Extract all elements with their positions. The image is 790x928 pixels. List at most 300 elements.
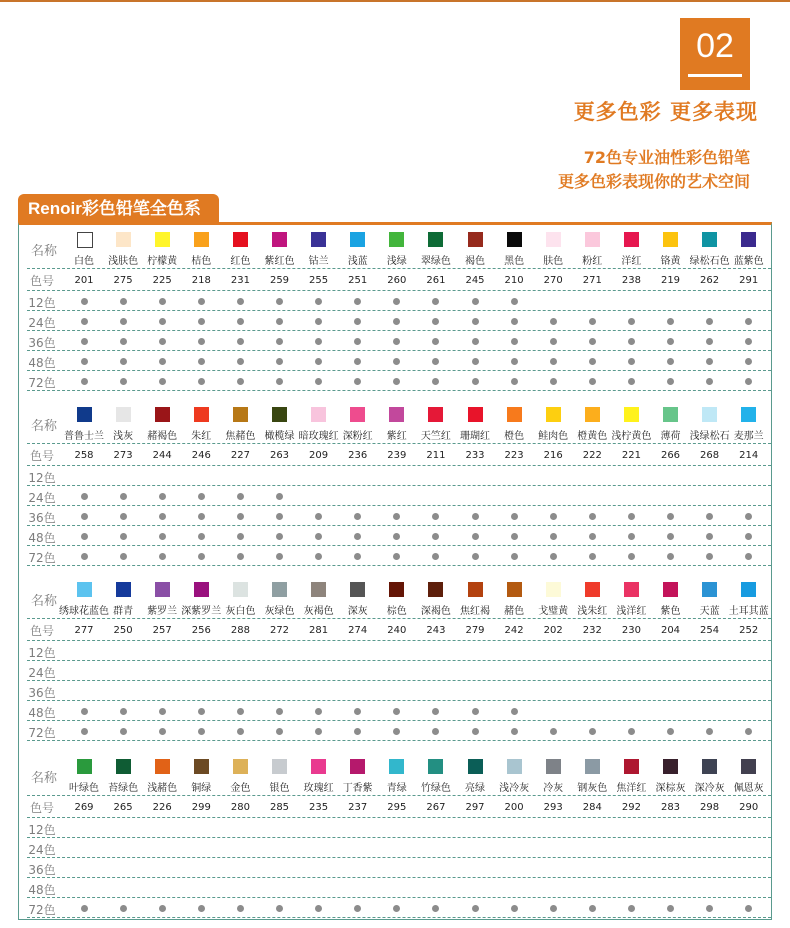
color-name: 紫色 bbox=[660, 606, 681, 617]
color-code: 239 bbox=[387, 450, 407, 461]
color-code: 279 bbox=[465, 625, 485, 636]
name-row-label: 名称 bbox=[30, 771, 57, 786]
color-swatch bbox=[194, 407, 209, 422]
color-swatch bbox=[702, 232, 717, 247]
color-swatch bbox=[233, 232, 248, 247]
set-row-label: 12色 bbox=[28, 823, 56, 837]
color-name: 浅洋红 bbox=[616, 606, 647, 617]
color-name: 洋红 bbox=[621, 256, 642, 267]
color-name: 暗玫瑰红 bbox=[298, 431, 339, 442]
row-divider bbox=[27, 917, 771, 918]
color-name: 深灰 bbox=[347, 606, 368, 617]
set-dot bbox=[589, 905, 596, 912]
set-dot bbox=[276, 533, 283, 540]
set-row-label: 72色 bbox=[28, 726, 56, 740]
set-dot bbox=[198, 338, 205, 345]
set-row-label: 36色 bbox=[28, 336, 56, 350]
color-name: 灰白色 bbox=[225, 606, 256, 617]
row-divider bbox=[27, 545, 771, 546]
color-swatch bbox=[350, 232, 365, 247]
set-dot bbox=[393, 905, 400, 912]
set-dot bbox=[432, 553, 439, 560]
set-row-label: 72色 bbox=[28, 551, 56, 565]
color-code: 284 bbox=[582, 802, 602, 813]
color-name: 亮绿 bbox=[465, 783, 485, 794]
set-dot bbox=[237, 513, 244, 520]
color-name: 深棕灰 bbox=[655, 783, 686, 794]
set-dot bbox=[354, 358, 361, 365]
color-swatch bbox=[663, 582, 678, 597]
color-code: 275 bbox=[113, 275, 133, 286]
color-swatch bbox=[624, 232, 639, 247]
set-dot bbox=[315, 298, 322, 305]
set-dot bbox=[276, 298, 283, 305]
row-divider bbox=[27, 505, 771, 506]
set-dot bbox=[198, 493, 205, 500]
set-dot bbox=[550, 553, 557, 560]
color-name: 紫红 bbox=[386, 431, 407, 442]
color-section bbox=[19, 753, 771, 925]
code-row-label: 色号 bbox=[29, 449, 54, 463]
color-name: 深粉红 bbox=[342, 431, 373, 442]
color-name: 土耳其蓝 bbox=[728, 606, 769, 617]
row-divider bbox=[27, 290, 771, 291]
color-swatch bbox=[546, 232, 561, 247]
set-dot bbox=[589, 553, 596, 560]
color-swatch bbox=[77, 582, 92, 597]
set-dot bbox=[667, 358, 674, 365]
set-dot bbox=[550, 513, 557, 520]
color-name: 褐色 bbox=[465, 256, 485, 267]
color-name: 佩恩灰 bbox=[733, 783, 764, 794]
row-divider bbox=[27, 618, 771, 619]
section-number-badge bbox=[680, 18, 750, 90]
set-dot bbox=[667, 533, 674, 540]
color-name: 金色 bbox=[230, 783, 251, 794]
color-swatch bbox=[624, 759, 639, 774]
set-dot bbox=[315, 513, 322, 520]
color-swatch bbox=[350, 582, 365, 597]
set-dot bbox=[354, 728, 361, 735]
color-name: 赭褐色 bbox=[147, 431, 178, 442]
color-name: 冷灰 bbox=[543, 783, 564, 794]
set-dot bbox=[198, 318, 205, 325]
set-dot bbox=[159, 493, 166, 500]
set-row-label: 36色 bbox=[28, 863, 56, 877]
color-swatch bbox=[77, 759, 92, 774]
color-name: 玫瑰红 bbox=[303, 783, 334, 794]
set-dot bbox=[159, 358, 166, 365]
color-name: 浅肤色 bbox=[108, 256, 139, 267]
code-row-label: 色号 bbox=[29, 624, 54, 638]
color-code: 291 bbox=[739, 275, 759, 286]
color-code: 238 bbox=[621, 275, 641, 286]
set-dot bbox=[393, 708, 400, 715]
set-dot bbox=[745, 318, 752, 325]
set-dot bbox=[120, 513, 127, 520]
set-dot bbox=[81, 533, 88, 540]
set-dot bbox=[706, 338, 713, 345]
color-section bbox=[19, 576, 771, 748]
set-dot bbox=[550, 338, 557, 345]
set-dot bbox=[81, 298, 88, 305]
color-name: 绣球花蓝色 bbox=[59, 606, 109, 617]
subtitle-line-2: 更多色彩表现你的艺术空间 bbox=[557, 172, 750, 191]
set-dot bbox=[472, 708, 479, 715]
color-code: 210 bbox=[504, 275, 524, 286]
color-name: 珊瑚红 bbox=[460, 431, 490, 442]
set-dot bbox=[276, 493, 283, 500]
color-name: 粉红 bbox=[582, 256, 603, 267]
set-dot bbox=[745, 513, 752, 520]
row-divider bbox=[27, 795, 771, 796]
color-code: 225 bbox=[152, 275, 172, 286]
row-divider bbox=[27, 700, 771, 701]
set-dot bbox=[354, 318, 361, 325]
set-dot bbox=[237, 905, 244, 912]
color-name: 红色 bbox=[230, 256, 251, 267]
color-code: 242 bbox=[504, 625, 524, 636]
color-swatch bbox=[389, 232, 404, 247]
color-swatch bbox=[155, 759, 170, 774]
color-system-tab: Renoir彩色铅笔全色系 bbox=[18, 194, 219, 224]
color-swatch bbox=[194, 232, 209, 247]
color-code: 273 bbox=[113, 450, 133, 461]
color-name: 丁香紫 bbox=[342, 783, 373, 794]
set-row-label: 24色 bbox=[28, 666, 56, 680]
color-swatch bbox=[585, 759, 600, 774]
set-dot bbox=[276, 905, 283, 912]
set-dot bbox=[393, 553, 400, 560]
set-dot bbox=[237, 728, 244, 735]
row-divider bbox=[27, 310, 771, 311]
color-name: 朱红 bbox=[191, 431, 212, 442]
set-dot bbox=[198, 298, 205, 305]
color-name: 紫罗兰 bbox=[147, 606, 178, 617]
set-dot bbox=[589, 378, 596, 385]
color-name: 橙黄色 bbox=[577, 431, 608, 442]
set-dot bbox=[315, 708, 322, 715]
set-row-label: 72色 bbox=[28, 376, 56, 390]
set-dot bbox=[550, 378, 557, 385]
color-name: 柠檬黄 bbox=[147, 256, 178, 267]
set-dot bbox=[432, 708, 439, 715]
color-code: 235 bbox=[309, 802, 329, 813]
color-code: 202 bbox=[543, 625, 563, 636]
color-code: 201 bbox=[74, 275, 94, 286]
row-divider bbox=[27, 485, 771, 486]
row-divider bbox=[27, 720, 771, 721]
set-dot bbox=[354, 708, 361, 715]
color-swatch bbox=[702, 582, 717, 597]
set-dot bbox=[472, 728, 479, 735]
set-dot bbox=[472, 513, 479, 520]
set-dot bbox=[706, 905, 713, 912]
color-name: 焦红褐 bbox=[460, 606, 490, 617]
set-dot bbox=[511, 513, 518, 520]
color-code: 292 bbox=[621, 802, 641, 813]
color-swatch bbox=[741, 407, 756, 422]
set-dot bbox=[432, 318, 439, 325]
color-swatch bbox=[350, 759, 365, 774]
set-dot bbox=[81, 358, 88, 365]
set-dot bbox=[550, 533, 557, 540]
color-swatch bbox=[546, 407, 561, 422]
set-dot bbox=[706, 533, 713, 540]
set-dot bbox=[120, 728, 127, 735]
color-name: 铜绿 bbox=[191, 783, 212, 794]
color-name: 浅冷灰 bbox=[499, 783, 530, 794]
set-dot bbox=[628, 358, 635, 365]
color-swatch bbox=[624, 407, 639, 422]
color-swatch bbox=[155, 232, 170, 247]
set-dot bbox=[198, 513, 205, 520]
set-dot bbox=[706, 553, 713, 560]
set-dot bbox=[511, 338, 518, 345]
set-dot bbox=[706, 513, 713, 520]
set-dot bbox=[198, 553, 205, 560]
set-dot bbox=[667, 553, 674, 560]
set-dot bbox=[393, 378, 400, 385]
color-swatch bbox=[233, 759, 248, 774]
set-row-label: 48色 bbox=[28, 706, 56, 720]
set-dot bbox=[315, 905, 322, 912]
set-dot bbox=[354, 298, 361, 305]
color-name: 银色 bbox=[269, 783, 290, 794]
set-dot bbox=[81, 318, 88, 325]
set-dot bbox=[393, 728, 400, 735]
set-dot bbox=[237, 708, 244, 715]
row-divider bbox=[27, 268, 771, 269]
set-dot bbox=[159, 728, 166, 735]
set-dot bbox=[198, 708, 205, 715]
set-dot bbox=[159, 298, 166, 305]
color-code: 260 bbox=[387, 275, 407, 286]
set-dot bbox=[159, 378, 166, 385]
set-dot bbox=[276, 553, 283, 560]
set-dot bbox=[81, 728, 88, 735]
row-divider bbox=[27, 740, 771, 741]
color-name: 戈璧黄 bbox=[538, 606, 569, 617]
set-dot bbox=[81, 905, 88, 912]
set-dot bbox=[354, 378, 361, 385]
set-dot bbox=[315, 378, 322, 385]
color-code: 255 bbox=[309, 275, 329, 286]
set-dot bbox=[315, 533, 322, 540]
set-row-label: 48色 bbox=[28, 531, 56, 545]
set-dot bbox=[120, 493, 127, 500]
set-dot bbox=[745, 728, 752, 735]
color-swatch bbox=[116, 232, 131, 247]
color-code: 265 bbox=[113, 802, 133, 813]
set-dot bbox=[159, 513, 166, 520]
headline: 更多色彩 更多表现 bbox=[573, 100, 758, 124]
set-dot bbox=[120, 378, 127, 385]
set-dot bbox=[354, 553, 361, 560]
color-code: 252 bbox=[739, 625, 759, 636]
color-code: 211 bbox=[426, 450, 446, 461]
color-swatch bbox=[116, 582, 131, 597]
color-swatch bbox=[350, 407, 365, 422]
set-dot bbox=[159, 318, 166, 325]
color-code: 246 bbox=[191, 450, 211, 461]
color-code: 269 bbox=[74, 802, 94, 813]
color-name: 橄榄绿 bbox=[264, 431, 295, 442]
color-code: 268 bbox=[700, 450, 720, 461]
set-row-label: 12色 bbox=[28, 646, 56, 660]
color-code: 233 bbox=[465, 450, 485, 461]
color-swatch bbox=[272, 232, 287, 247]
set-dot bbox=[745, 338, 752, 345]
set-dot bbox=[81, 378, 88, 385]
color-code: 236 bbox=[348, 450, 368, 461]
code-row-label: 色号 bbox=[29, 274, 54, 288]
color-code: 250 bbox=[113, 625, 133, 636]
set-dot bbox=[628, 513, 635, 520]
set-dot bbox=[81, 338, 88, 345]
color-name: 赭色 bbox=[504, 606, 525, 617]
set-dot bbox=[472, 358, 479, 365]
set-dot bbox=[511, 533, 518, 540]
color-code: 218 bbox=[191, 275, 211, 286]
color-swatch bbox=[702, 759, 717, 774]
name-row-label: 名称 bbox=[30, 594, 57, 609]
color-code: 288 bbox=[230, 625, 250, 636]
set-dot bbox=[198, 728, 205, 735]
color-code: 257 bbox=[152, 625, 172, 636]
color-swatch bbox=[507, 407, 522, 422]
color-swatch bbox=[311, 407, 326, 422]
set-dot bbox=[432, 378, 439, 385]
color-name: 天蓝 bbox=[699, 606, 720, 617]
set-dot bbox=[432, 358, 439, 365]
set-dot bbox=[159, 338, 166, 345]
color-code: 240 bbox=[387, 625, 407, 636]
set-dot bbox=[589, 533, 596, 540]
color-swatch bbox=[272, 759, 287, 774]
color-code: 259 bbox=[269, 275, 290, 286]
set-dot bbox=[276, 728, 283, 735]
set-row-label: 12色 bbox=[28, 296, 56, 310]
set-dot bbox=[706, 358, 713, 365]
color-name: 薄荷 bbox=[660, 431, 681, 442]
color-swatch bbox=[468, 759, 483, 774]
set-dot bbox=[81, 493, 88, 500]
color-swatch bbox=[624, 582, 639, 597]
color-code: 209 bbox=[309, 450, 329, 461]
color-section bbox=[19, 226, 771, 398]
set-dot bbox=[120, 338, 127, 345]
set-dot bbox=[472, 378, 479, 385]
color-code: 263 bbox=[269, 450, 290, 461]
color-swatch bbox=[272, 582, 287, 597]
set-dot bbox=[511, 553, 518, 560]
color-name: 白色 bbox=[74, 256, 94, 267]
color-code: 281 bbox=[309, 625, 329, 636]
color-swatch bbox=[155, 407, 170, 422]
set-dot bbox=[237, 493, 244, 500]
color-name: 鲑肉色 bbox=[538, 431, 569, 442]
color-code: 261 bbox=[426, 275, 446, 286]
set-dot bbox=[511, 318, 518, 325]
set-dot bbox=[198, 905, 205, 912]
row-divider bbox=[27, 660, 771, 661]
row-divider bbox=[27, 857, 771, 858]
color-name: 浅灰 bbox=[113, 431, 134, 442]
color-swatch bbox=[468, 582, 483, 597]
set-dot bbox=[745, 905, 752, 912]
set-dot bbox=[511, 358, 518, 365]
set-dot bbox=[706, 728, 713, 735]
set-dot bbox=[589, 318, 596, 325]
name-row-label: 名称 bbox=[30, 419, 57, 434]
set-dot bbox=[550, 905, 557, 912]
color-section bbox=[19, 401, 771, 573]
color-code: 251 bbox=[348, 275, 368, 286]
set-dot bbox=[276, 513, 283, 520]
color-swatch bbox=[77, 232, 93, 248]
color-name: 紫红色 bbox=[264, 256, 295, 267]
set-dot bbox=[393, 298, 400, 305]
color-swatch bbox=[428, 582, 443, 597]
color-code: 285 bbox=[269, 802, 290, 813]
row-divider bbox=[27, 390, 771, 391]
row-divider bbox=[27, 837, 771, 838]
set-dot bbox=[432, 298, 439, 305]
color-swatch bbox=[546, 582, 561, 597]
color-code: 277 bbox=[74, 625, 94, 636]
set-dot bbox=[237, 553, 244, 560]
color-swatch bbox=[663, 407, 678, 422]
top-divider bbox=[0, 0, 790, 2]
color-code: 214 bbox=[739, 450, 759, 461]
color-code: 293 bbox=[543, 802, 563, 813]
set-dot bbox=[354, 513, 361, 520]
color-swatch bbox=[389, 582, 404, 597]
color-name: 群青 bbox=[113, 606, 134, 617]
color-name: 深紫罗兰 bbox=[181, 606, 222, 617]
set-dot bbox=[159, 533, 166, 540]
set-dot bbox=[589, 513, 596, 520]
color-name: 铬黄 bbox=[660, 256, 681, 267]
set-dot bbox=[667, 338, 674, 345]
set-dot bbox=[120, 298, 127, 305]
color-swatch bbox=[389, 759, 404, 774]
set-dot bbox=[550, 318, 557, 325]
color-code: 283 bbox=[660, 802, 681, 813]
color-name: 蓝紫色 bbox=[733, 256, 764, 267]
set-row-label: 36色 bbox=[28, 686, 56, 700]
set-dot bbox=[276, 338, 283, 345]
set-dot bbox=[550, 358, 557, 365]
set-dot bbox=[315, 728, 322, 735]
color-swatch bbox=[116, 759, 131, 774]
set-dot bbox=[315, 318, 322, 325]
color-name: 灰褐色 bbox=[303, 606, 334, 617]
set-dot bbox=[120, 553, 127, 560]
color-swatch bbox=[468, 407, 483, 422]
set-dot bbox=[589, 358, 596, 365]
color-swatch bbox=[428, 407, 443, 422]
color-code: 204 bbox=[660, 625, 681, 636]
color-code: 227 bbox=[230, 450, 250, 461]
set-dot bbox=[511, 728, 518, 735]
color-name: 浅赭色 bbox=[147, 783, 178, 794]
color-swatch bbox=[389, 407, 404, 422]
set-dot bbox=[354, 905, 361, 912]
set-dot bbox=[628, 553, 635, 560]
set-dot bbox=[432, 905, 439, 912]
